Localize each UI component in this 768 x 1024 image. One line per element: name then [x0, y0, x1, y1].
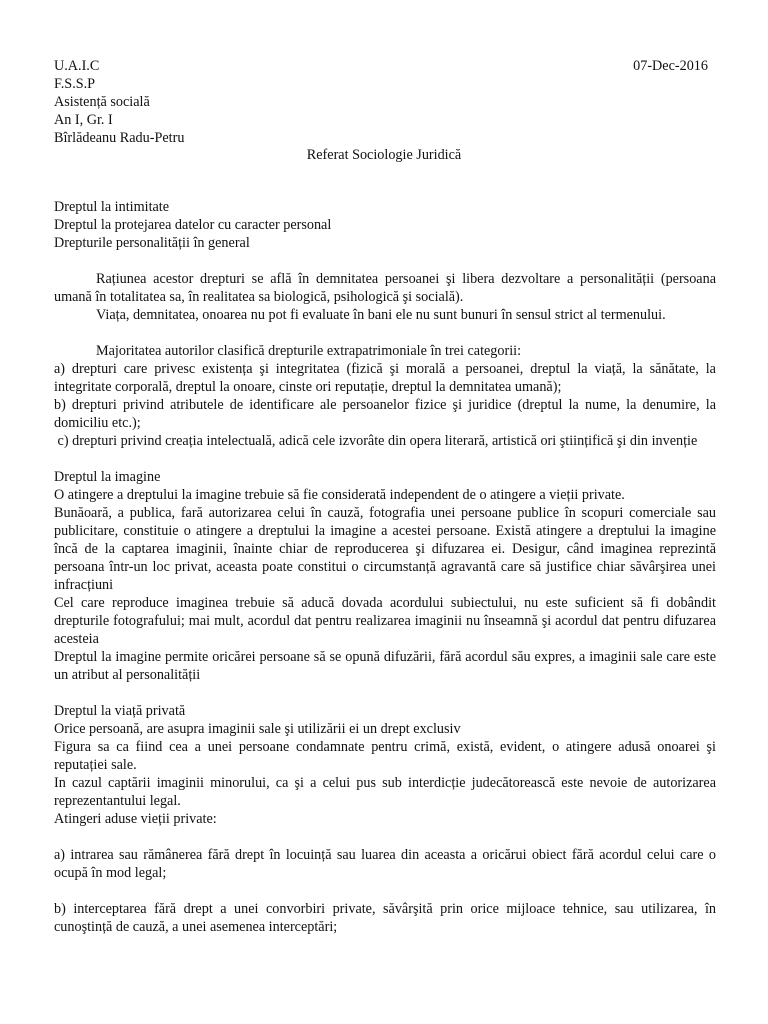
private-life-item: b) interceptarea fără drept a unei convorbiri private, săvârşită prin orice mijloace tehnice, sau utilizarea, în cunoştință de cauză, a unei asemenea interceptări;	[54, 901, 716, 935]
classification-lead: Majoritatea autorilor clasifică drepturile extrapatrimoniale în trei categorii:	[96, 343, 522, 359]
private-life-paragraph: Figura sa ca fiind cea a unei persoane condamnate pentru crimă, există, evident, o atingere adusă onoarei şi reputației sale.	[54, 739, 716, 773]
document-body	[54, 198, 716, 936]
intro-paragraph: Rațiunea acestor drepturi se află în demnitatea persoanei şi libera dezvoltare a personalității (persoana umană în totalitatea sa, în realitatea sa biologică, psihologică şi socială).	[54, 271, 716, 305]
classification-item: c) drepturi privind creația intelectuală, adică cele izvorâte din opera literară, artistică ori ştiințifică şi din invenție	[54, 433, 698, 449]
year-group: An I, Gr. I	[54, 112, 113, 128]
image-paragraph: Cel care reproduce imaginea trebuie să aducă dovada acordului subiectului, nu este suficient să fi dobândit drepturile fotografului; mai mult, acordul dat pentru realizarea imaginii nu înseamnă şi acordul dat pentru difuzarea acesteia	[54, 595, 716, 647]
image-paragraph: Dreptul la imagine permite oricărei persoane să se opună difuzării, fără acordul său expres, a imaginii sale care este un atribut al personalității	[54, 649, 716, 683]
document-title: Referat Sociologie Juridică	[306, 147, 462, 163]
topic-line: Dreptul la protejarea datelor cu caracter personal	[54, 217, 332, 233]
topic-line: Dreptul la intimitate	[54, 199, 170, 215]
faculty-name: F.S.S.P	[54, 76, 96, 92]
program-name: Asistență socială	[54, 94, 150, 110]
author-name: Bîrlădeanu Radu-Petru	[54, 130, 185, 146]
private-life-paragraph: In cazul captării imaginii minorului, ca şi a celui pus sub interdicție judecătorească este nevoie de autorizarea reprezentantului legal.	[54, 775, 716, 809]
private-life-paragraph: Orice persoană, are asupra imaginii sale şi utilizării ei un drept exclusiv	[54, 721, 461, 737]
section-heading-image: Dreptul la imagine	[54, 469, 161, 485]
classification-item: b) drepturi privind atributele de identificare ale persoanelor fizice şi juridice (dreptul la nume, la denumire, la domiciliu etc.);	[54, 397, 716, 431]
intro-paragraph: Viața, demnitatea, onoarea nu pot fi evaluate în bani ele nu sunt bunuri în sensul strict al termenului.	[96, 307, 666, 323]
university-name: U.A.I.C	[54, 58, 100, 74]
private-life-paragraph: Atingeri aduse vieții private:	[54, 811, 217, 827]
private-life-item: a) intrarea sau rămânerea fără drept în locuință sau luarea din aceasta a oricărui obiect fără acordul celui care o ocupă în mod legal;	[54, 847, 716, 881]
classification-item: a) drepturi care privesc existența şi integritatea (fizică şi morală a persoanei, dreptul la viață, la sănătate, la integritate corporală, dreptul la onoare, cinste ori reputație, dreptul la demnitatea umană);	[54, 361, 716, 395]
image-paragraph: Bunăoară, a publica, fară autorizarea celui în cauză, fotografia unei persoane publice în scopuri comerciale sau publicitare, constituie o atingere a dreptului la imagine a acestei persoane. Există atingere a dreptului la imagine încă de la captarea imaginii, înainte chiar de reproducerea şi difuzarea ei. Desigur, când imaginea reprezintă persoana într-un loc privat, aceasta poate constitui o circumstanță agravantă care să justifice chiar săvârşirea unei infracțiuni	[54, 505, 716, 593]
image-paragraph: O atingere a dreptului la imagine trebuie să fie considerată independent de o atingere a vieții private.	[54, 487, 625, 503]
topic-line: Drepturile personalității în general	[54, 235, 250, 251]
document-date: 07-Dec-2016	[633, 58, 708, 74]
section-heading-private-life: Dreptul la viață privată	[54, 703, 186, 719]
